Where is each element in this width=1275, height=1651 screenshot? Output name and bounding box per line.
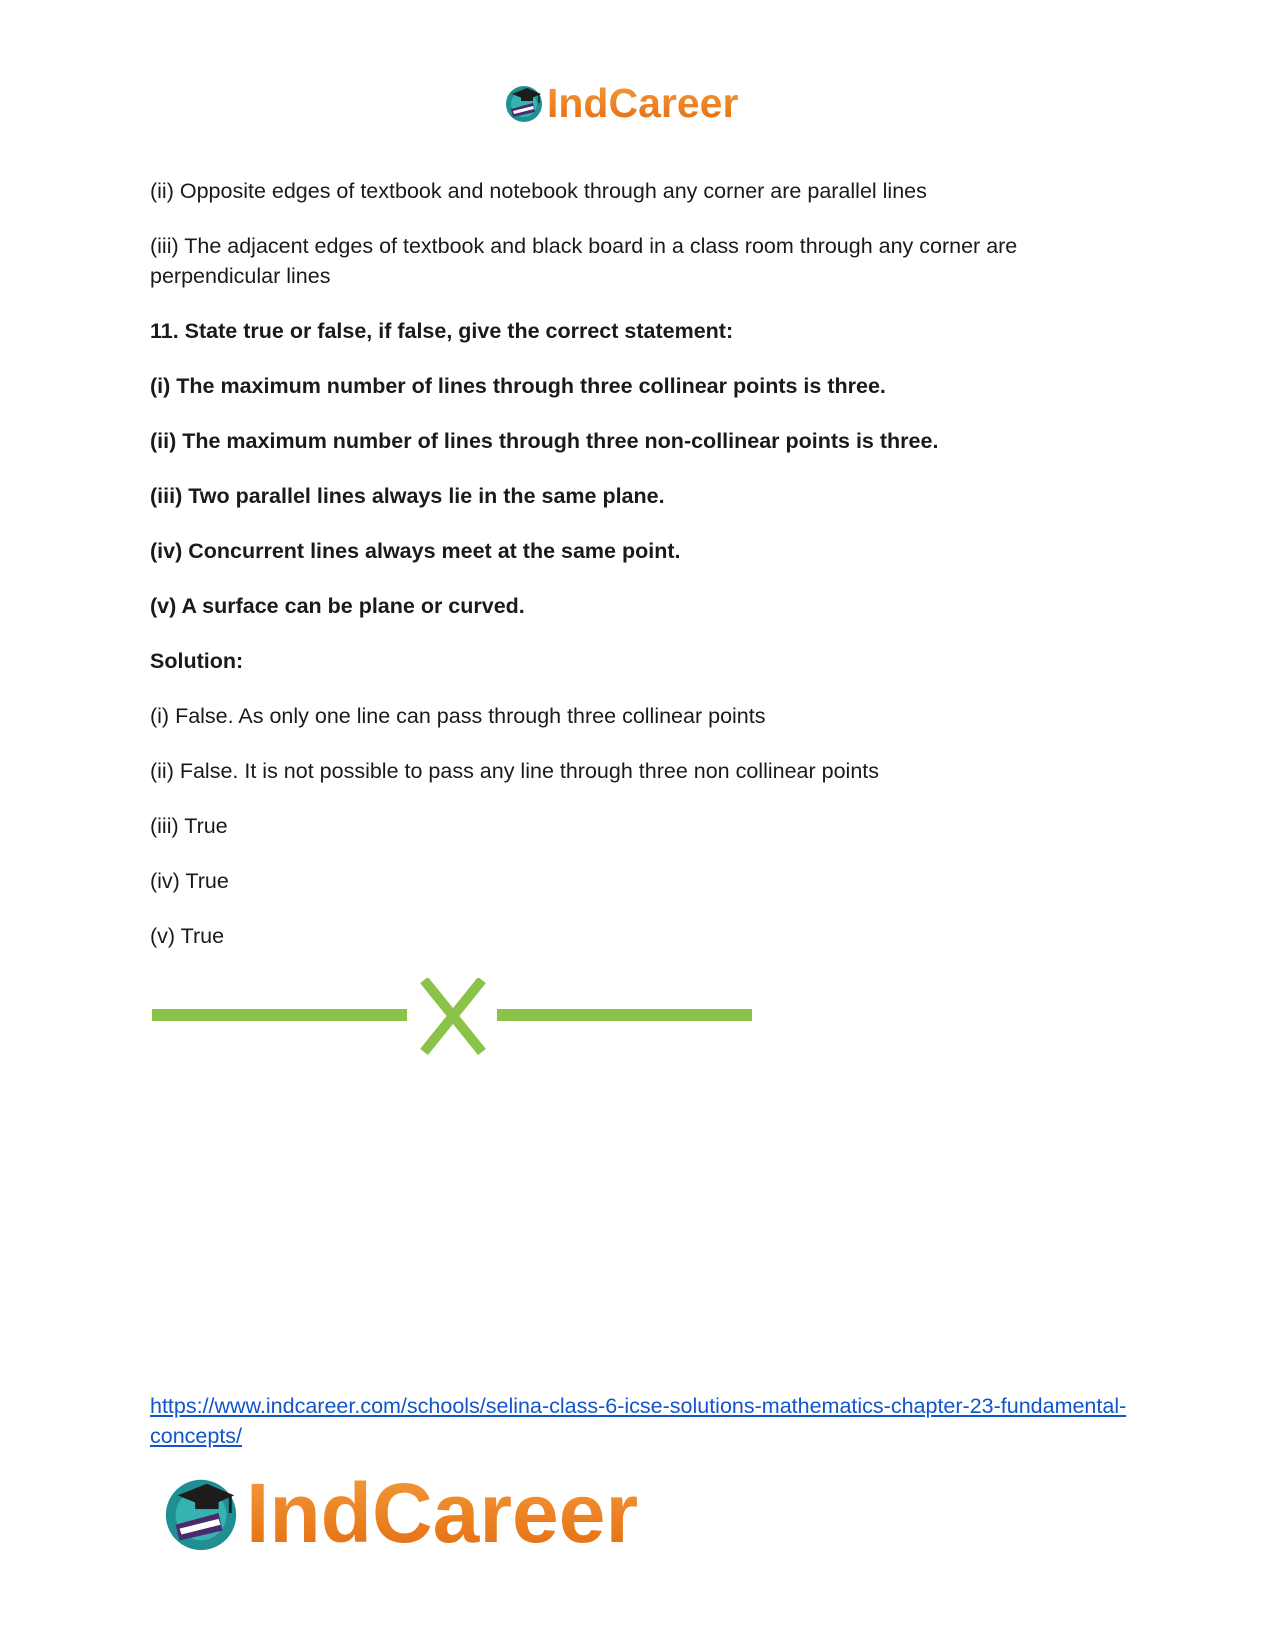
question-text: (iii) Two parallel lines always lie in the same plane. (150, 484, 665, 508)
question-text: (iv) Concurrent lines always meet at the same point. (150, 539, 681, 563)
footer-logo (160, 1468, 638, 1558)
question-text: 11. State true or false, if false, give the correct statement: (150, 319, 734, 343)
logo-wordmark: IndCareer (547, 79, 739, 126)
answer-text: (iii) The adjacent edges of textbook and black board in a class room through any corner are perpendicular lines (150, 234, 1018, 288)
answer-text: (iv) True (150, 869, 229, 893)
graduation-globe-icon (160, 1472, 242, 1554)
divider-cross-icon (424, 980, 482, 1052)
question-text: Solution: (150, 649, 244, 673)
answer-text: (iii) True (150, 814, 228, 838)
document-body (150, 176, 1130, 976)
answer-text: (ii) Opposite edges of textbook and notebook through any corner are parallel lines (150, 179, 927, 203)
answer-text: (i) False. As only one line can pass through three collinear points (150, 704, 766, 728)
answer-text: (v) True (150, 924, 225, 948)
logo-wordmark: IndCareer (246, 1466, 639, 1560)
graduation-globe-icon (503, 82, 545, 124)
answer-text: (ii) False. It is not possible to pass any line through three non collinear points (150, 759, 880, 783)
source-link[interactable]: https://www.indcareer.com/schools/selina-class-6-icse-solutions-mathematics-chapter-23-fundamental-concepts/ (150, 1394, 1127, 1448)
question-text: (ii) The maximum number of lines through three non-collinear points is three. (150, 429, 939, 453)
question-text: (i) The maximum number of lines through three collinear points is three. (150, 374, 886, 398)
section-divider (152, 978, 752, 1058)
question-text: (v) A surface can be plane or curved. (150, 594, 525, 618)
header-logo (503, 80, 738, 126)
